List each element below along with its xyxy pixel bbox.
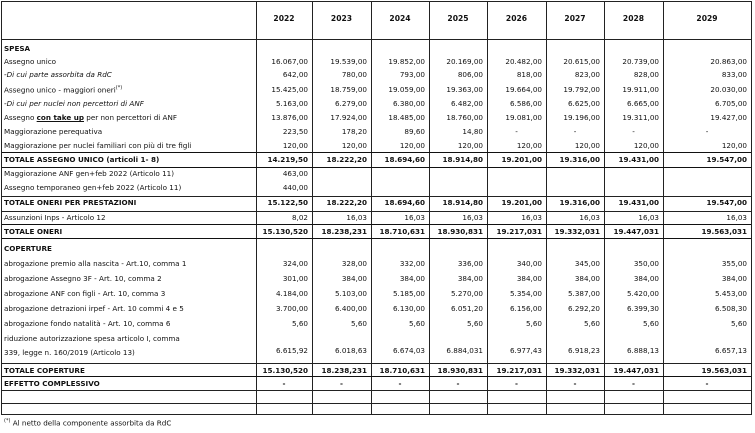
table-cell: 19.852,00 (388, 57, 425, 66)
row-divider (2, 390, 751, 391)
table-cell: 5.163,00 (275, 99, 308, 108)
table-cell: 19.217,031 (496, 366, 542, 375)
row-label-text: Maggiorazione ANF gen+feb 2022 (Articolo 11) (4, 169, 175, 178)
table-cell: 6.508,30 (714, 304, 747, 313)
footnote-text: Al netto della componente assorbita da RdC (12, 418, 172, 428)
table-cell: 20.615,00 (563, 57, 600, 66)
row-label (4, 213, 256, 222)
table-cell: 18.694,60 (384, 198, 425, 207)
table-cell: 833,00 (721, 70, 747, 79)
table-cell: 6.279,00 (334, 99, 367, 108)
table-cell: 15.425,00 (271, 85, 308, 94)
table-cell: 642,00 (282, 70, 308, 79)
year-header: 2022 (273, 14, 295, 23)
table-cell: 828,00 (633, 70, 659, 79)
table-cell: 5,60 (408, 319, 425, 328)
table-cell: 440,00 (282, 183, 308, 192)
table-cell: 223,50 (282, 127, 308, 136)
table-cell: 384,00 (399, 274, 425, 283)
table-cell: 6.292,20 (567, 304, 600, 313)
row-divider (2, 238, 751, 239)
table-cell: 120,00 (399, 141, 425, 150)
table-cell: 6.018,63 (334, 346, 367, 355)
row-label (4, 198, 256, 207)
row-label-text: abrogazione detrazioni irpef - Art. 10 commi 4 e 5 (4, 304, 184, 313)
row-label-text: EFFETTO COMPLESSIVO (4, 379, 100, 388)
row-label (4, 169, 256, 178)
table-cell: 5.387,00 (567, 289, 600, 298)
table-cell: - (632, 379, 635, 388)
table-cell: 6.625,00 (567, 99, 600, 108)
table-cell: 120,00 (341, 141, 367, 150)
table-cell: 16,03 (346, 213, 367, 222)
table-cell: 18.710,631 (379, 227, 425, 236)
section-label: COPERTURE (4, 244, 52, 253)
table-cell: 16,03 (638, 213, 659, 222)
row-label (4, 227, 256, 236)
row-divider (2, 152, 751, 153)
table-cell: 18.485,00 (388, 113, 425, 122)
year-header: 2026 (505, 14, 528, 23)
row-label (4, 366, 256, 375)
table-cell: 19.196,00 (563, 113, 600, 122)
row-label (4, 57, 256, 66)
table-cell: 19.431,00 (618, 198, 659, 207)
table-cell: 20.169,00 (446, 57, 483, 66)
year-header: 2029 (696, 14, 718, 23)
table-cell: 6.586,00 (509, 99, 542, 108)
row-divider (2, 39, 751, 40)
row-label (4, 259, 256, 268)
table-cell: 14,80 (462, 127, 483, 136)
table-cell: 17.924,00 (330, 113, 367, 122)
table-cell: 324,00 (282, 259, 308, 268)
table-cell: 19.563,031 (701, 366, 747, 375)
table-cell: 6.977,43 (509, 346, 542, 355)
row-label-text: abrogazione Assegno 3F - Art. 10, comma 2 (4, 274, 162, 283)
table-cell: 20.030,00 (710, 85, 747, 94)
table-cell: 19.539,00 (330, 57, 367, 66)
row-divider (2, 224, 751, 225)
row-label-text: TOTALE ASSEGNO UNICO (articoli 1- 8) (4, 155, 160, 164)
table-cell: - (705, 379, 709, 388)
table-cell: 19.217,031 (496, 227, 542, 236)
table-cell: 19.316,00 (559, 155, 600, 164)
row-label-text: Assegno unico - maggiori oneri (4, 85, 116, 95)
table-cell: 5,60 (350, 319, 367, 328)
table-cell: 19.059,00 (388, 85, 425, 94)
row-label (4, 113, 256, 122)
table-cell: 384,00 (516, 274, 542, 283)
table-cell: 89,60 (404, 127, 425, 136)
table-cell: 384,00 (341, 274, 367, 283)
table-cell: 463,00 (282, 169, 308, 178)
table-cell: 5,60 (642, 319, 659, 328)
table-cell: 120,00 (282, 141, 308, 150)
table-cell: 14.219,50 (267, 155, 308, 164)
table-cell: 19.547,00 (706, 198, 747, 207)
row-label (4, 379, 256, 388)
row-divider (2, 211, 751, 212)
table-cell: 806,00 (457, 70, 483, 79)
table-cell: 19.332,031 (554, 366, 600, 375)
table-cell: 18.694,60 (384, 155, 425, 164)
table-cell: 6.399,30 (626, 304, 659, 313)
row-label (4, 85, 256, 94)
row-divider (2, 376, 751, 377)
table-cell: 5.453,00 (714, 289, 747, 298)
table-cell: 6.657,13 (714, 346, 747, 355)
row-label (4, 319, 256, 328)
table-cell: 19.311,00 (622, 113, 659, 122)
table-cell: 5,60 (291, 319, 308, 328)
table-cell: 19.447,031 (613, 366, 659, 375)
table-cell: 19.316,00 (559, 198, 600, 207)
table-cell: - (398, 379, 402, 388)
table-cell: 6.674,03 (392, 346, 425, 355)
table-cell: 18.710,631 (379, 366, 425, 375)
table-cell: 19.911,00 (622, 85, 659, 94)
table-cell: 178,20 (341, 127, 367, 136)
table-cell: 19.427,00 (710, 113, 747, 122)
table-cell: 19.081,00 (505, 113, 542, 122)
table-cell: 818,00 (516, 70, 542, 79)
table-cell: 355,00 (721, 259, 747, 268)
table-cell: 19.201,00 (501, 155, 542, 164)
row-label-text: -Di cui parte assorbita da RdC (4, 70, 112, 79)
row-label (4, 304, 256, 313)
table-cell: 6.665,00 (626, 99, 659, 108)
table-cell: 18.222,20 (326, 155, 367, 164)
table-cell: 16,03 (726, 213, 747, 222)
table-cell: 5.270,00 (450, 289, 483, 298)
table-cell: 6.884,031 (446, 346, 483, 355)
row-label (4, 127, 256, 136)
row-label (4, 141, 256, 150)
table-cell: 15.130,520 (262, 366, 308, 375)
table-cell: 18.914,80 (442, 198, 483, 207)
table-cell: - (573, 127, 577, 136)
table-cell: 793,00 (399, 70, 425, 79)
table-cell: 19.431,00 (618, 155, 659, 164)
table-cell: 5.420,00 (626, 289, 659, 298)
year-header: 2025 (447, 14, 469, 23)
table-cell: 18.222,20 (326, 198, 367, 207)
table-cell: 384,00 (457, 274, 483, 283)
table-cell: 5.185,00 (392, 289, 425, 298)
table-cell: 5,60 (583, 319, 600, 328)
row-label-part: per non percettori di ANF (83, 113, 177, 122)
row-label (4, 183, 256, 192)
table-cell: 6.705,00 (714, 99, 747, 108)
row-label (4, 289, 256, 298)
row-label-emphasis: con take up (36, 113, 84, 122)
row-label (4, 99, 256, 108)
row-label-line: 339, legge n. 160/2019 (Articolo 13) (4, 348, 135, 357)
row-label-text: Assegno unico (4, 57, 57, 66)
table-cell: 18.759,00 (330, 85, 367, 94)
table-cell: 19.547,00 (706, 155, 747, 164)
table-cell: 5.354,00 (509, 289, 542, 298)
row-label-part: Assegno (4, 113, 37, 122)
row-label-text: abrogazione ANF con figli - Art. 10, comma 3 (4, 289, 166, 298)
table-cell: 15.122,50 (267, 198, 308, 207)
table-cell: 350,00 (633, 259, 659, 268)
table-cell: 18.760,00 (446, 113, 483, 122)
row-divider (2, 403, 751, 404)
table-cell: 19.447,031 (613, 227, 659, 236)
table-cell: 19.201,00 (501, 198, 542, 207)
table-cell: 6.918,23 (567, 346, 600, 355)
table-cell: 384,00 (574, 274, 600, 283)
row-label (4, 332, 256, 360)
table-cell: 5,60 (466, 319, 483, 328)
table-cell: 336,00 (457, 259, 483, 268)
table-cell: 18.238,231 (321, 227, 367, 236)
table-cell: 19.664,00 (505, 85, 542, 94)
table-cell: 328,00 (341, 259, 367, 268)
year-header: 2023 (330, 14, 353, 23)
row-label-text: Maggiorazione perequativa (4, 127, 103, 136)
table-cell: 780,00 (341, 70, 367, 79)
table-cell: 15.130,520 (262, 227, 308, 236)
row-divider (2, 363, 751, 364)
table-cell: 18.930,831 (437, 366, 483, 375)
row-label (4, 155, 256, 164)
table-cell: 6.051,20 (450, 304, 483, 313)
table-cell: 19.363,00 (446, 85, 483, 94)
table-cell: 384,00 (721, 274, 747, 283)
table-cell: 16,03 (462, 213, 483, 222)
table-cell: 19.332,031 (554, 227, 600, 236)
row-label-text: -Di cui per nuclei non percettori di ANF (4, 99, 144, 108)
row-label-text: Assunzioni Inps - Articolo 12 (4, 213, 106, 222)
table-cell: 13.876,00 (271, 113, 308, 122)
row-label-text: Assegno temporaneo gen+feb 2022 (Articolo 11) (4, 183, 182, 192)
table-cell: - (573, 379, 577, 388)
table-cell: 120,00 (633, 141, 659, 150)
table-cell: 345,00 (574, 259, 600, 268)
budget-table (1, 1, 752, 415)
table-cell: - (340, 379, 343, 388)
table-cell: 16,03 (521, 213, 542, 222)
table-cell: - (705, 127, 709, 136)
table-cell: 20.739,00 (622, 57, 659, 66)
table-cell: 6.380,00 (392, 99, 425, 108)
section-label: SPESA (4, 44, 31, 53)
table-cell: 18.238,231 (321, 366, 367, 375)
table-cell: 120,00 (574, 141, 600, 150)
year-header: 2028 (622, 14, 645, 23)
table-cell: 120,00 (721, 141, 747, 150)
table-cell: 6.130,00 (392, 304, 425, 313)
table-cell: 301,00 (282, 274, 308, 283)
row-label-text: TOTALE ONERI (4, 227, 63, 236)
table-cell: 5,60 (730, 319, 747, 328)
row-label-text: abrogazione premio alla nascita - Art.10, comma 1 (4, 259, 187, 268)
row-divider (2, 196, 751, 197)
table-cell: - (515, 379, 518, 388)
table-cell: 384,00 (633, 274, 659, 283)
table-cell: 6.400,00 (334, 304, 367, 313)
table-cell: 16,03 (404, 213, 425, 222)
table-cell: 18.930,831 (437, 227, 483, 236)
table-cell: 5.103,00 (334, 289, 367, 298)
table-cell: 19.792,00 (563, 85, 600, 94)
table-cell: 19.563,031 (701, 227, 747, 236)
table-cell: 16.067,00 (271, 57, 308, 66)
table-cell: 332,00 (399, 259, 425, 268)
row-label (4, 70, 256, 79)
table-cell: - (456, 379, 460, 388)
footnote-mark: (*) (4, 418, 11, 424)
row-label (4, 274, 256, 283)
year-header: 2027 (564, 14, 586, 23)
table-cell: 6.615,92 (275, 346, 308, 355)
table-cell: 6.888,13 (626, 346, 659, 355)
table-cell: - (515, 127, 518, 136)
row-divider (2, 167, 751, 168)
footnote (4, 418, 171, 427)
row-label-text: TOTALE COPERTURE (4, 366, 85, 375)
row-label-text: TOTALE ONERI PER PRESTAZIONI (4, 198, 137, 207)
table-cell: - (632, 127, 635, 136)
table-cell: 8,02 (291, 213, 308, 222)
table-cell: 6.482,00 (450, 99, 483, 108)
table-cell: 4.184,00 (275, 289, 308, 298)
table-cell: 120,00 (516, 141, 542, 150)
table-cell: 20.863,00 (710, 57, 747, 66)
table-cell: 16,03 (579, 213, 600, 222)
table-cell: 120,00 (457, 141, 483, 150)
table-cell: 340,00 (516, 259, 542, 268)
row-label-text: Maggiorazione per nuclei familiari con più di tre figli (4, 141, 192, 150)
table-cell: 20.482,00 (505, 57, 542, 66)
table-cell: - (282, 379, 286, 388)
table-cell: 18.914,80 (442, 155, 483, 164)
footnote-mark: (*) (115, 85, 123, 91)
table-cell: 823,00 (574, 70, 600, 79)
table-cell: 5,60 (525, 319, 542, 328)
row-label-line: riduzione autorizzazione spesa articolo I, comma (4, 334, 180, 343)
row-label-text: abrogazione fondo natalità - Art. 10, comma 6 (4, 319, 171, 328)
table-cell: 6.156,00 (509, 304, 542, 313)
table-cell: 3.700,00 (275, 304, 308, 313)
year-header: 2024 (389, 14, 411, 23)
